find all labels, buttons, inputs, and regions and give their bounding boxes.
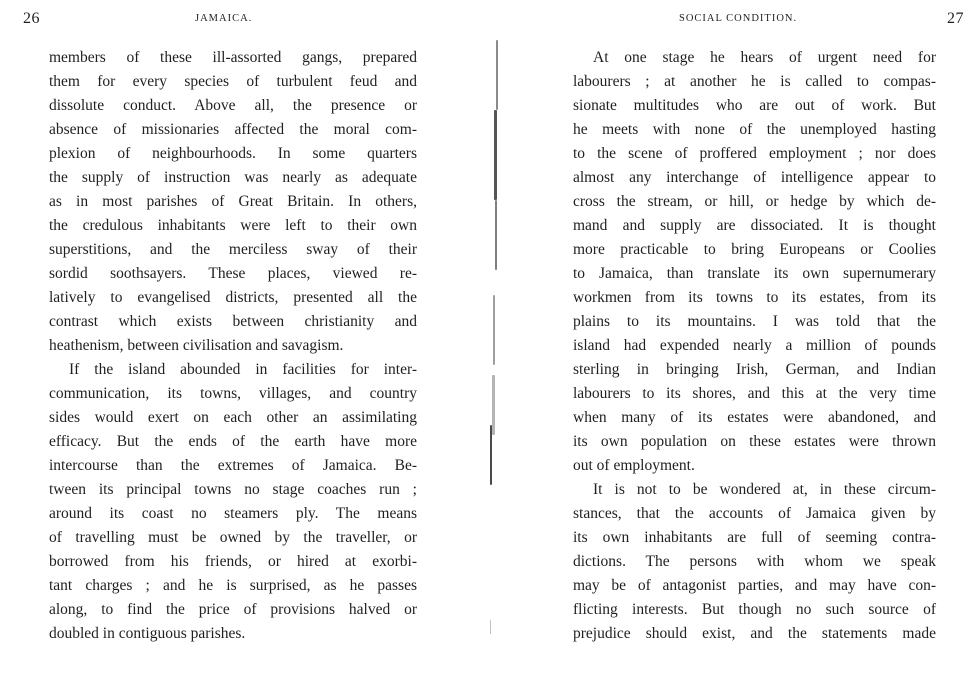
paragraph-start-line: It is not to be wondered at, in these circum- [593, 481, 936, 498]
left-running-head [23, 10, 417, 30]
text-line: along, to find the price of provisions halved or [49, 601, 417, 618]
text-line: out of employment. [573, 457, 695, 474]
gutter-shadow-mark [490, 425, 492, 485]
text-line: the credulous inhabitants were left to their own [49, 217, 417, 234]
gutter-shadow-mark [492, 375, 495, 435]
text-line: tant charges ; and he is surprised, as he passes [49, 577, 417, 594]
gutter-shadow-mark [496, 40, 498, 110]
left-page-text [49, 46, 417, 646]
text-line: more practicable to bring Europeans or Coolies [573, 241, 936, 258]
gutter-shadow-mark [493, 295, 495, 365]
text-line: the supply of instruction was nearly as adequate [49, 169, 417, 186]
text-line: doubled in contiguous parishes. [49, 625, 246, 642]
text-line: latively to evangelised districts, presented all the [49, 289, 417, 306]
text-line: superstitions, and the merciless sway of their [49, 241, 417, 258]
text-line: island had expended nearly a million of pounds [573, 337, 936, 354]
text-line: labourers to its shores, and this at the very time [573, 385, 936, 402]
right-running-title: SOCIAL CONDITION. [679, 13, 798, 24]
text-line: when many of its estates were abandoned, and [573, 409, 936, 426]
text-line: plains to its mountains. I was told that the [573, 313, 936, 330]
right-page-number: 27 [947, 10, 964, 27]
text-line: absence of missionaries affected the moral com- [49, 121, 417, 138]
text-line: dissolute conduct. Above all, the presence or [49, 97, 417, 114]
text-line: sionate multitudes who are out of work. But [573, 97, 936, 114]
text-line: labourers ; at another he is called to compas- [573, 73, 936, 90]
text-line: intercourse than the extremes of Jamaica. Be- [49, 457, 417, 474]
left-page-number: 26 [23, 10, 40, 27]
text-line: dictions. The persons with whom we speak [573, 553, 936, 570]
text-line: cross the stream, or hill, or hedge by which de- [573, 193, 936, 210]
gutter-shadow-mark [494, 110, 497, 200]
text-line: mand and supply are dissociated. It is thought [573, 217, 936, 234]
text-line: sordid soothsayers. These places, viewed re- [49, 265, 417, 282]
text-line: borrowed from his friends, or hired at exorbi- [49, 553, 417, 570]
text-line: as in most parishes of Great Britain. In others, [49, 193, 417, 210]
text-line: prejudice should exist, and the statements made [573, 625, 936, 642]
text-line: around its coast no steamers ply. The means [49, 505, 417, 522]
right-running-head [573, 10, 964, 30]
text-line: communication, its towns, villages, and country [49, 385, 417, 402]
gutter-shadow-mark [495, 200, 497, 270]
text-line: sterling in bringing Irish, German, and Indian [573, 361, 936, 378]
text-line: he meets with none of the unemployed hasting [573, 121, 936, 138]
text-line: almost any interchange of intelligence appear to [573, 169, 936, 186]
text-line: workmen from its towns to its estates, from its [573, 289, 936, 306]
paragraph-start-line: If the island abounded in facilities for inter- [69, 361, 417, 378]
right-page-text [573, 46, 936, 646]
text-line: sides would exert on each other an assimilating [49, 409, 417, 426]
book-gutter [478, 30, 518, 650]
text-line: members of these ill-assorted gangs, prepared [49, 49, 417, 66]
text-line: to Jamaica, than translate its own supernumerary [573, 265, 936, 282]
text-line: its own population on these estates were thrown [573, 433, 936, 450]
text-line: flicting interests. But though no such source of [573, 601, 936, 618]
text-line: them for every species of turbulent feud and [49, 73, 417, 90]
text-line: efficacy. But the ends of the earth have more [49, 433, 417, 450]
text-line: contrast which exists between christianity and [49, 313, 417, 330]
text-line: may be of antagonist parties, and may have con- [573, 577, 936, 594]
text-line: to the scene of proffered employment ; nor does [573, 145, 936, 162]
text-line: tween its principal towns no stage coaches run ; [49, 481, 417, 498]
text-line: heathenism, between civilisation and savagism. [49, 337, 344, 354]
paragraph-start-line: At one stage he hears of urgent need for [593, 49, 936, 66]
text-line: stances, that the accounts of Jamaica given by [573, 505, 936, 522]
text-line: of travelling must be owned by the traveller, or [49, 529, 417, 546]
gutter-shadow-mark [490, 620, 491, 634]
text-line: its own inhabitants are full of seeming contra- [573, 529, 936, 546]
text-line: plexion of neighbourhoods. In some quarters [49, 145, 417, 162]
left-running-title: JAMAICA. [195, 13, 253, 24]
